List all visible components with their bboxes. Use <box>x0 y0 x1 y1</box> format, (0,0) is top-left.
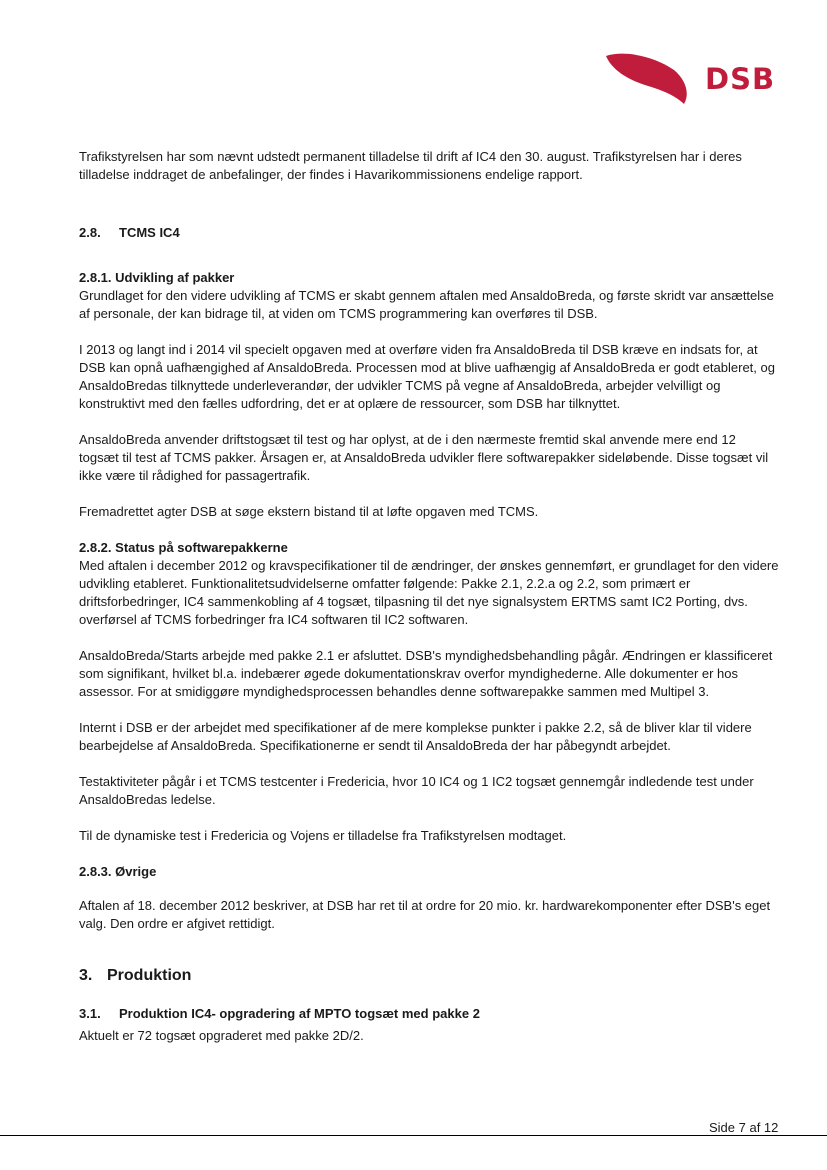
section-2-8-heading <box>79 224 779 242</box>
section-number: 2.8.1. <box>79 270 112 285</box>
section-title: Øvrige <box>115 864 157 879</box>
paragraph: Aftalen af 18. december 2012 beskriver, at DSB har ret til at ordre for 20 mio. kr. hardwarekomponenter efter DSB's eget valg. Den ordre er afgivet rettidigt. <box>79 898 771 931</box>
section-number: 2.8.3. <box>79 864 112 879</box>
paragraph: Grundlaget for den videre udvikling af TCMS er skabt gennem aftalen med AnsaldoBreda, og første skridt var ansættelse af personale, der kan bidrage til, at viden om TCMS programmering kan overføres til DSB. <box>79 288 774 321</box>
section-title: Udvikling af pakker <box>115 270 235 285</box>
section-3-1-heading <box>79 1005 779 1023</box>
paragraph: AnsaldoBreda/Starts arbejde med pakke 2.1 er afsluttet. DSB's myndighedsbehandling pågår. Ændringen er klassificeret som signifikant, hvilket bl.a. indebærer øgede dokumentationskrav overfor myndighederne. Alle dokumenter er hos assessor. For at smidiggøre myndighedsprocessen behandles denne softwarepakke sammen med Multipel 3. <box>79 648 773 699</box>
section-3-heading <box>79 965 779 987</box>
dsb-logo-text: DSB <box>705 62 776 96</box>
section-title: Status på softwarepakkerne <box>115 540 288 555</box>
section-title: TCMS IC4 <box>119 225 180 240</box>
page-number: Side 7 af 12 <box>709 1120 779 1135</box>
paragraph: Fremadrettet agter DSB at søge ekstern bistand til at løfte opgaven med TCMS. <box>79 504 539 519</box>
section-number: 2.8.2. <box>79 540 112 555</box>
footer-divider <box>0 1135 827 1136</box>
section-2-8-1-heading <box>79 269 779 287</box>
paragraph: Testaktiviteter pågår i et TCMS testcenter i Fredericia, hvor 10 IC4 og 1 IC2 togsæt gennemgår indledende test under AnsaldoBredas ledelse. <box>79 774 754 807</box>
section-number: 3. <box>79 967 93 984</box>
intro-paragraph: Trafikstyrelsen har som nævnt udstedt permanent tilladelse til drift af IC4 den 30. august. Trafikstyrelsen har i deres tilladelse inddraget de anbefalinger, der findes i Havarikommissionens endelige rapport. <box>79 149 742 182</box>
paragraph: Med aftalen i december 2012 og kravspecifikationer til de ændringer, der ønskes gennemført, er grundlaget for den videre udvikling etableret. Funktionalitetsudvidelserne omfatter følgende: Pakke 2.1, 2.2.a og 2.2, som primært er driftsforbedringer, IC4 sammenkobling af 4 togsæt, tilpasning til det nye signalsystem ERTMS samt IC2 Porting, dvs. overførsel af TCMS forbedringer fra IC4 softwaren til IC2 softwaren. <box>79 558 779 627</box>
document-body <box>79 148 779 1045</box>
section-2-8-2-heading <box>79 539 779 557</box>
paragraph: AnsaldoBreda anvender driftstogsæt til test og har oplyst, at de i den nærmeste fremtid skal anvende mere end 12 togsæt til test af TCMS pakker. Årsagen er, at AnsaldoBreda udvikler flere softwarepakker sideløbende. Disse togsæt vil ikke være til rådighed for passagertrafik. <box>79 432 769 483</box>
paragraph: Internt i DSB er der arbejdet med specifikationer af de mere komplekse punkter i pakke 2.2, så de bliver klar til videre bearbejdelse af AnsaldoBreda. Specifikationerne er sendt til AnsaldoBreda der har påbegyndt arbejdet. <box>79 720 752 753</box>
section-title: Produktion <box>107 967 192 984</box>
paragraph: Aktuelt er 72 togsæt opgraderet med pakke 2D/2. <box>79 1028 364 1043</box>
dsb-logo-wing-icon <box>606 54 687 104</box>
section-number: 2.8. <box>79 225 101 240</box>
section-number: 3.1. <box>79 1006 101 1021</box>
section-2-8-3-heading <box>79 863 779 881</box>
section-title: Produktion IC4- opgradering af MPTO togsæt med pakke 2 <box>119 1006 480 1021</box>
paragraph: Til de dynamiske test i Fredericia og Vojens er tilladelse fra Trafikstyrelsen modtaget. <box>79 828 567 843</box>
paragraph: I 2013 og langt ind i 2014 vil specielt opgaven med at overføre viden fra AnsaldoBreda til DSB kræve en indsats for, at DSB kan opnå uafhængighed af AnsaldoBreda. Processen mod at blive uafhængig af AnsaldoBreda er godt etableret, og AnsaldoBredas tilknyttede underleverandør, der udvikler TCMS på vegne af AnsaldoBreda, arbejder velvilligt og konstruktivt med den fælles udfordring, det er at oplære de ressourcer, som DSB har tilknyttet. <box>79 342 775 411</box>
